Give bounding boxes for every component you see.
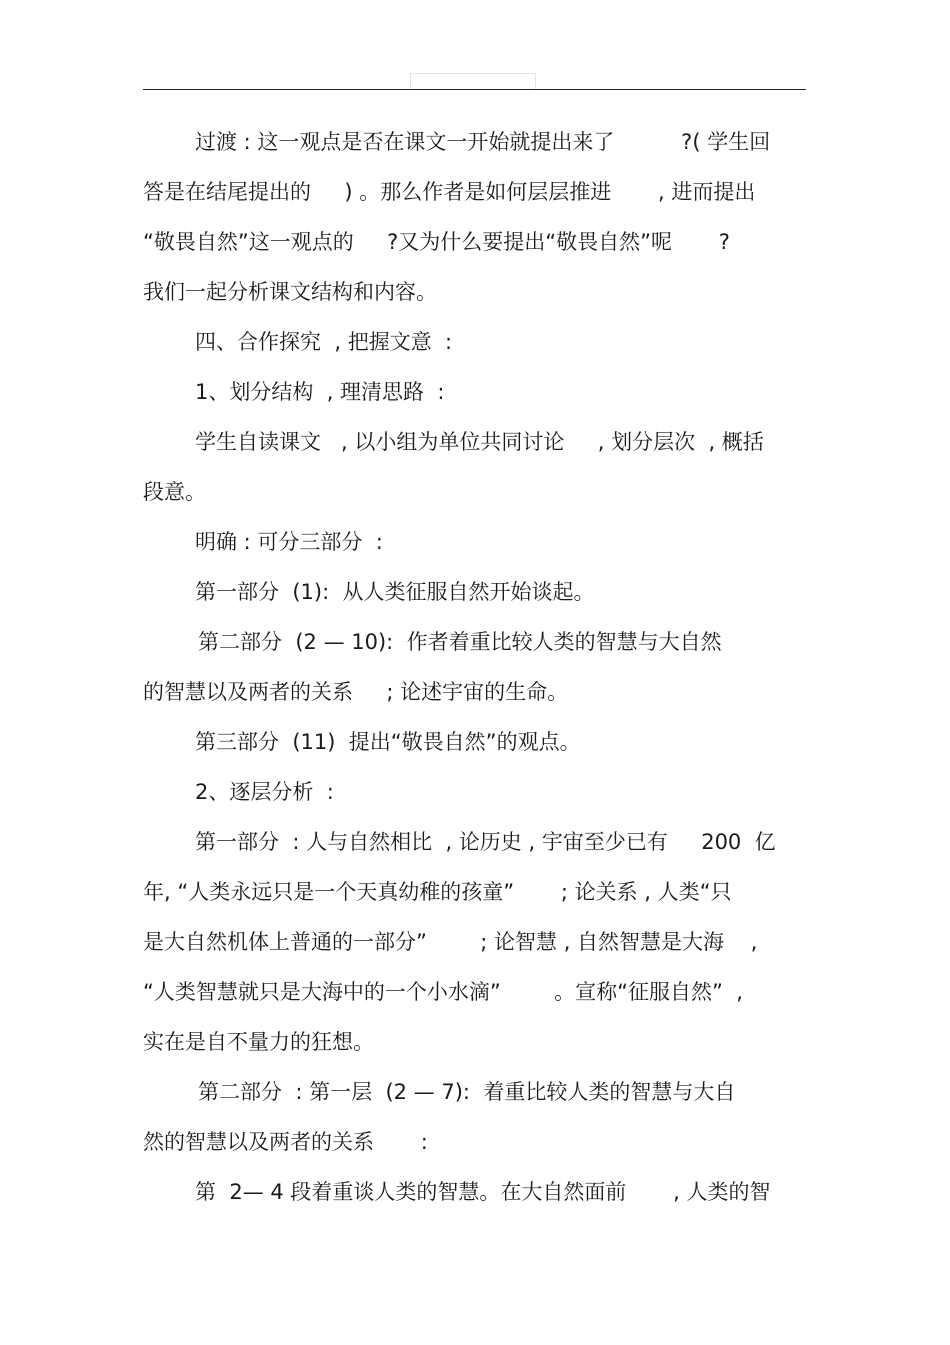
header-rule	[143, 89, 806, 90]
paragraph-line: 第 2— 4 段着重谈人类的智慧。在大自然面前 , 人类的智	[195, 1180, 771, 1204]
subsection-heading: 1、划分结构 , 理清思路 :	[195, 380, 445, 404]
paragraph-line: 明确 : 可分三部分 :	[195, 530, 383, 554]
header-tab	[410, 73, 536, 90]
paragraph-line: 第一部分 (1): 从人类征服自然开始谈起。	[195, 580, 595, 604]
document-body	[143, 117, 806, 1217]
paragraph-line: 的智慧以及两者的关系 ; 论述宇宙的生命。	[143, 680, 569, 704]
paragraph-line: 实在是自不量力的狂想。	[143, 1030, 374, 1054]
paragraph-line: 第三部分 (11) 提出“敬畏自然”的观点。	[195, 730, 581, 754]
paragraph-line: 第一部分 : 人与自然相比 , 论历史 , 宇宙至少已有 200 亿	[195, 830, 776, 854]
paragraph-line: “人类智慧就只是大海中的一个小水滴” 。宣称“征服自然” ,	[143, 980, 743, 1004]
paragraph-line: 答是在结尾提出的 ) 。那么作者是如何层层推进 , 进而提出	[143, 180, 756, 204]
paragraph-line: 学生自读课文 , 以小组为单位共同讨论 , 划分层次 , 概括	[195, 430, 764, 454]
section-heading: 四、合作探究 , 把握文意 :	[195, 330, 453, 354]
paragraph-line: 第二部分 : 第一层 (2 — 7): 着重比较人类的智慧与大自	[198, 1080, 736, 1104]
paragraph-line: “敬畏自然”这一观点的 ?又为什么要提出“敬畏自然”呢 ?	[143, 230, 730, 254]
paragraph-line: 然的智慧以及两者的关系 :	[143, 1130, 428, 1154]
subsection-heading: 2、逐层分析 :	[195, 780, 334, 804]
paragraph-line: 过渡 : 这一观点是否在课文一开始就提出来了 ?( 学生回	[195, 130, 771, 154]
paragraph-line: 第二部分 (2 — 10): 作者着重比较人类的智慧与大自然	[198, 630, 722, 654]
paragraph-line: 段意。	[143, 480, 206, 504]
paragraph-line: 是大自然机体上普通的一部分” ; 论智慧 , 自然智慧是大海 ,	[143, 930, 758, 954]
paragraph-line: 年, “人类永远只是一个天真幼稚的孩童” ; 论关系 , 人类“只	[143, 880, 732, 904]
paragraph-line: 我们一起分析课文结构和内容。	[143, 280, 437, 304]
